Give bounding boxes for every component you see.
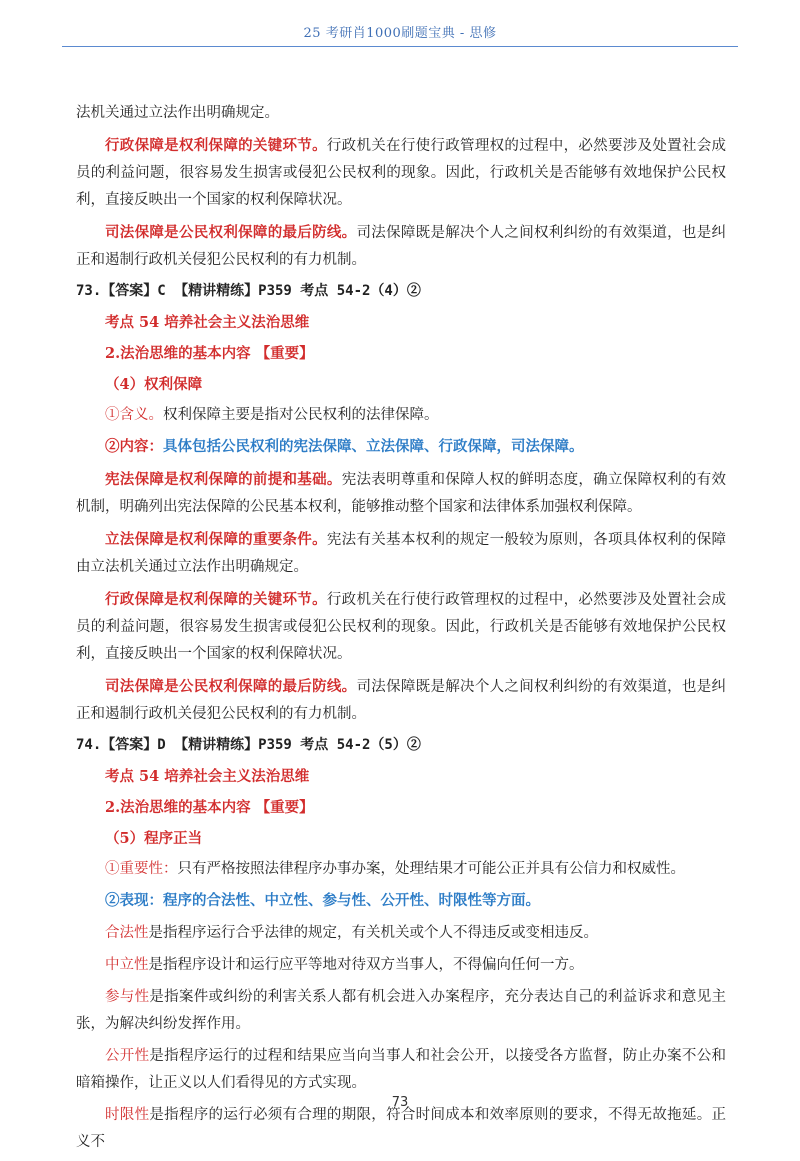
content-label: ②内容：: [105, 438, 163, 455]
paragraph-text: 行政机关在行使行政管理权的过程中，必然要涉及处置社会成员的利益问题，很容易发生损害或侵犯公民权利的现象。因此，行政机关是否能够有效地保护公民权利，直接反映出一个国家的权利保障状况。: [76, 138, 726, 208]
emphasis-heading: 行政保障是权利保障的关键环节。: [105, 591, 327, 608]
importance-text: 只有严格按照法律程序办事办案，处理结果才可能公正并具有公信力和权威性。: [177, 861, 685, 877]
manifestation-label: ②表现：: [105, 892, 163, 909]
paragraph-legality: [76, 920, 726, 947]
paragraph-openness: [76, 1043, 726, 1097]
emphasis-heading: 司法保障是公民权利保障的最后防线。: [105, 678, 357, 695]
header-divider: [62, 46, 738, 47]
emphasis-heading: 立法保障是权利保障的重要条件。: [105, 531, 327, 548]
paragraph-judicial-protection: [76, 219, 726, 274]
section-heading: 2.法治思维的基本内容 【重要】: [105, 799, 314, 816]
term-timeliness: 时限性: [105, 1107, 150, 1123]
paragraph-participation: [76, 984, 726, 1038]
emphasis-heading: 司法保障是公民权利保障的最后防线。: [105, 224, 357, 241]
emphasis-heading: 行政保障是权利保障的关键环节。: [105, 137, 327, 154]
page-header: 25 考研肖1000刷题宝典 - 思修: [303, 26, 497, 41]
paragraph-administrative-protection-2: [76, 586, 726, 668]
topic-heading: 考点 54 培养社会主义法治思维: [105, 314, 310, 331]
manifestation-line: [76, 888, 726, 914]
meaning-text: 权利保障主要是指对公民权利的法律保障。: [163, 407, 439, 423]
answer-73-line: 73.【答案】C 【精讲精练】P359 考点 54-2（4）②: [76, 283, 421, 299]
paragraph-timeliness: [76, 1102, 726, 1156]
paragraph-text: 是指程序设计和运行应平等地对待双方当事人，不得偏向任何一方。: [148, 957, 584, 973]
meaning-line: [76, 403, 726, 428]
answer-74-line: 74.【答案】D 【精讲精练】P359 考点 54-2（5）②: [76, 737, 421, 753]
page-number: 73: [391, 1095, 409, 1110]
paragraph-text: 是指程序运行合乎法律的规定，有关机关或个人不得违反或变相违反。: [148, 925, 598, 941]
paragraph-text: 司法保障既是解决个人之间权利纠纷的有效渠道，也是纠正和遏制行政机关侵犯公民权利的有力机制。: [76, 679, 727, 722]
paragraph-text: 是指程序的运行必须有合理的期限，符合时间成本和效率原则的要求，不得无故拖延。正义不: [76, 1107, 727, 1150]
emphasis-heading: 宪法保障是权利保障的前提和基础。: [105, 471, 342, 488]
content-text: 具体包括公民权利的宪法保障、立法保障、行政保障，司法保障。: [163, 438, 584, 455]
paragraph-constitutional-protection: [76, 466, 726, 521]
paragraph-neutrality: [76, 952, 726, 979]
paragraph-judicial-protection-2: [76, 673, 726, 728]
term-legality: 合法性: [105, 925, 149, 941]
paragraph-text: 行政机关在行使行政管理权的过程中，必然要涉及处置社会成员的利益问题，很容易发生损害或侵犯公民权利的现象。因此，行政机关是否能够有效地保护公民权利，直接反映出一个国家的权利保障状况。: [76, 592, 726, 662]
item-heading: （5）程序正当: [105, 830, 203, 847]
document-body: [76, 100, 726, 1161]
manifestation-text: 程序的合法性、中立性、参与性、公开性、时限性等方面。: [163, 892, 540, 909]
term-openness: 公开性: [105, 1048, 150, 1064]
section-heading: 2.法治思维的基本内容 【重要】: [105, 345, 314, 362]
paragraph-text: 宪法表明尊重和保障人权的鲜明态度，确立保障权利的有效机制，明确列出宪法保障的公民基本权利，能够推动整个国家和法律体系加强权利保障。: [76, 472, 727, 515]
paragraph-text: 司法保障既是解决个人之间权利纠纷的有效渠道，也是纠正和遏制行政机关侵犯公民权利的有力机制。: [76, 225, 727, 268]
meaning-label: ①含义。: [105, 407, 163, 423]
paragraph-legislative-protection: [76, 526, 726, 581]
content-line: [76, 434, 726, 460]
importance-label: ①重要性：: [105, 861, 178, 877]
importance-line: [76, 857, 726, 882]
item-heading: （4）权利保障: [105, 376, 203, 393]
paragraph-continuation: 法机关通过立法作出明确规定。: [76, 105, 279, 121]
paragraph-text: 是指案件或纠纷的利害关系人都有机会进入办案程序，充分表达自己的利益诉求和意见主张，为解决纠纷发挥作用。: [76, 989, 727, 1032]
paragraph-text: 是指程序运行的过程和结果应当向当事人和社会公开，以接受各方监督，防止办案不公和暗箱操作，让正义以人们看得见的方式实现。: [76, 1048, 727, 1091]
paragraph-text: 宪法有关基本权利的规定一般较为原则，各项具体权利的保障由立法机关通过立法作出明确规定。: [76, 532, 726, 575]
paragraph-administrative-protection: [76, 132, 726, 214]
term-participation: 参与性: [105, 989, 150, 1005]
topic-heading: 考点 54 培养社会主义法治思维: [105, 768, 310, 785]
term-neutrality: 中立性: [105, 957, 149, 973]
